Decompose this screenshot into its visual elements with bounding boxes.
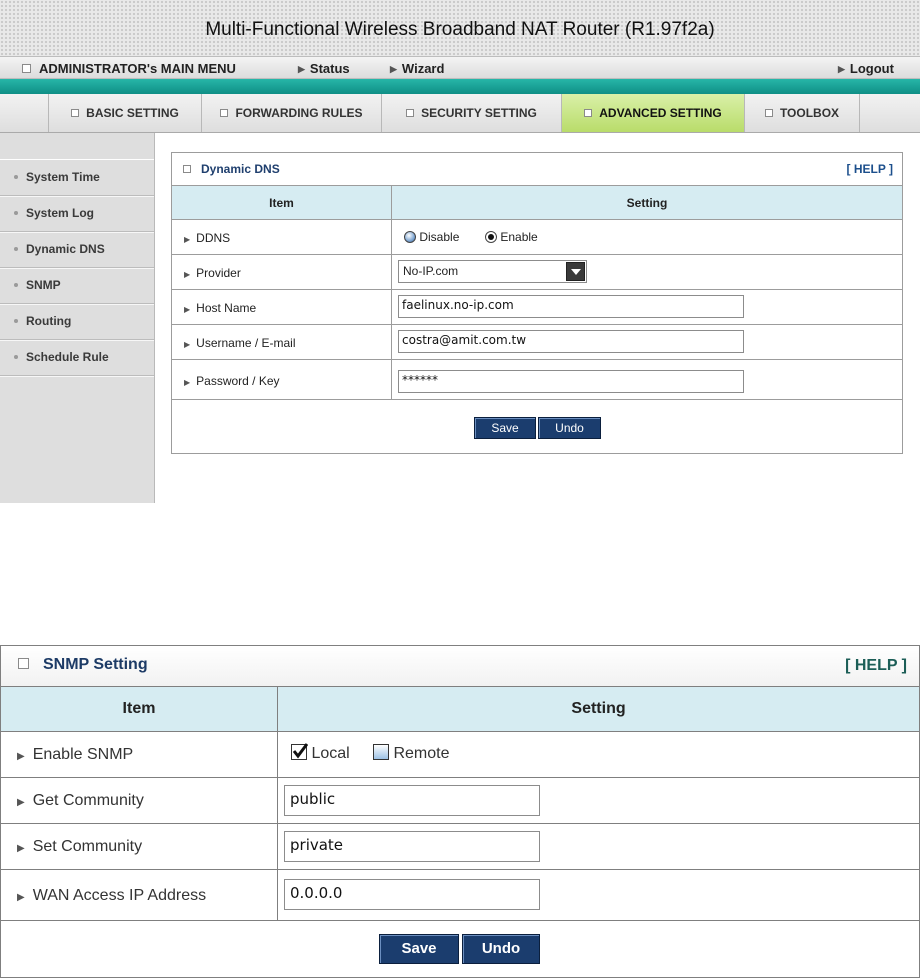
triangle-right-icon: ▶: [390, 64, 397, 74]
wan-access-ip-input[interactable]: 0.0.0.0: [284, 879, 540, 910]
tab-label: BASIC SETTING: [86, 106, 179, 120]
radio-label: Enable: [500, 230, 538, 244]
tab-label: SECURITY SETTING: [421, 106, 537, 120]
provider-selected-value: No-IP.com: [403, 264, 459, 278]
table-header: [172, 185, 902, 220]
checkbox-local[interactable]: [291, 744, 307, 760]
row-label: [17, 838, 142, 856]
table-row-wan-access-ip: [1, 870, 919, 921]
col-item-header: Item: [122, 700, 156, 717]
row-label: [17, 746, 133, 764]
get-community-input[interactable]: public: [284, 785, 540, 816]
save-button[interactable]: Save: [379, 934, 459, 964]
table-row-host-name: [172, 290, 902, 325]
panel-header: [172, 153, 902, 185]
row-label-text: Get Community: [32, 792, 144, 809]
snmp-local-option[interactable]: [291, 745, 350, 763]
column-divider: [277, 686, 278, 921]
row-label: [184, 266, 241, 280]
bullet-icon: [14, 175, 18, 179]
accent-bar: [0, 79, 920, 94]
row-label-text: Host Name: [196, 301, 257, 315]
sidebar-item-system-time[interactable]: [0, 160, 154, 196]
sidebar-item-label: Schedule Rule: [26, 350, 109, 364]
help-link[interactable]: [ HELP ]: [845, 657, 907, 674]
undo-button[interactable]: Undo: [538, 417, 601, 439]
menu-wizard-link[interactable]: [390, 61, 444, 76]
tab-bar: [0, 94, 920, 133]
row-label-text: Enable SNMP: [32, 746, 134, 763]
menu-wizard-label: Wizard: [401, 61, 445, 76]
col-setting-header: Setting: [626, 196, 668, 210]
dynamic-dns-panel: [171, 152, 903, 454]
menu-status-label: Status: [309, 61, 350, 76]
sidebar-item-label: Dynamic DNS: [26, 242, 105, 256]
table-row-set-community: [1, 824, 919, 870]
sidebar-item-dynamic-dns[interactable]: [0, 232, 154, 268]
sidebar-item-label: Routing: [26, 314, 72, 328]
table-row-ddns: [172, 220, 902, 255]
row-label-text: DDNS: [196, 231, 231, 245]
row-label: [17, 887, 206, 905]
sidebar-item-routing[interactable]: [0, 304, 154, 340]
save-button[interactable]: Save: [474, 417, 536, 439]
triangle-right-icon: ▶: [17, 797, 25, 808]
sidebar-item-snmp[interactable]: [0, 268, 154, 304]
panel-header: [1, 646, 919, 686]
bullet-icon: [14, 211, 18, 215]
panel-title-text: Dynamic DNS: [201, 162, 280, 176]
bullet-icon: [14, 355, 18, 359]
triangle-right-icon: ▶: [184, 270, 191, 279]
header-banner: [0, 0, 920, 56]
triangle-right-icon: ▶: [184, 378, 191, 387]
table-row-username: [172, 325, 902, 360]
provider-select[interactable]: [398, 260, 587, 283]
table-row-enable-snmp: [1, 732, 919, 778]
main-menu-bar: [0, 56, 920, 79]
square-icon: [22, 64, 31, 73]
tab-security-setting[interactable]: [381, 94, 561, 132]
bullet-icon: [14, 319, 18, 323]
snmp-setting-panel: [0, 645, 920, 978]
row-label-text: Provider: [196, 266, 241, 280]
undo-button[interactable]: Undo: [462, 934, 540, 964]
panel-title: [183, 162, 280, 176]
tab-basic-setting[interactable]: [48, 94, 201, 132]
triangle-right-icon: ▶: [184, 340, 191, 349]
col-setting-header: Setting: [571, 700, 626, 717]
row-label-text: WAN Access IP Address: [32, 887, 207, 904]
set-community-input[interactable]: private: [284, 831, 540, 862]
username-input[interactable]: costra@amit.com.tw: [398, 330, 744, 353]
ddns-disable-option[interactable]: [404, 230, 459, 244]
square-icon: [584, 109, 592, 117]
radio-enable[interactable]: [485, 231, 497, 243]
radio-disable[interactable]: [404, 231, 416, 243]
table-row-provider: [172, 255, 902, 290]
row-label: [184, 336, 296, 350]
table-header: [1, 686, 919, 732]
tab-label: TOOLBOX: [779, 106, 840, 120]
menu-logout-link[interactable]: [838, 61, 894, 76]
panel-title-text: SNMP Setting: [43, 656, 148, 673]
table-row-get-community: [1, 778, 919, 824]
tab-toolbox[interactable]: [744, 94, 860, 132]
row-label-text: Set Community: [32, 838, 143, 855]
snmp-remote-option[interactable]: [373, 745, 449, 763]
sidebar-item-label: SNMP: [26, 278, 61, 292]
triangle-right-icon: ▶: [298, 64, 305, 74]
password-input[interactable]: ******: [398, 370, 744, 393]
square-icon: [220, 109, 228, 117]
checkbox-label: Remote: [393, 745, 450, 762]
tab-label: ADVANCED SETTING: [599, 106, 722, 120]
sidebar-item-label: System Log: [26, 206, 95, 220]
tab-advanced-setting[interactable]: [561, 94, 744, 132]
table-row-password: [172, 360, 902, 400]
row-label: [17, 792, 144, 810]
router-title: Multi-Functional Wireless Broadband NAT Router (R1.97f2a): [205, 19, 715, 40]
triangle-right-icon: ▶: [184, 305, 191, 314]
panel-title: [18, 656, 148, 674]
square-icon: [183, 165, 191, 173]
square-icon: [71, 109, 79, 117]
sidebar: [0, 133, 155, 503]
row-label: [184, 374, 280, 388]
row-label: [184, 231, 230, 245]
col-item-header: Item: [269, 196, 294, 210]
admin-main-menu[interactable]: [22, 61, 236, 76]
row-label-text: Password / Key: [196, 374, 280, 388]
host-name-input[interactable]: faelinux.no-ip.com: [398, 295, 744, 318]
sidebar-item-schedule-rule[interactable]: [0, 340, 154, 376]
square-icon: [765, 109, 773, 117]
admin-main-menu-label: ADMINISTRATOR's MAIN MENU: [39, 61, 236, 76]
triangle-right-icon: ▶: [17, 843, 25, 854]
tab-forwarding-rules[interactable]: [201, 94, 381, 132]
menu-logout-label: Logout: [849, 61, 894, 76]
row-label: [184, 301, 256, 315]
bullet-icon: [14, 283, 18, 287]
triangle-right-icon: ▶: [17, 751, 25, 762]
radio-label: Disable: [419, 230, 460, 244]
triangle-right-icon: ▶: [184, 235, 191, 244]
chevron-down-icon[interactable]: [566, 262, 585, 281]
checkbox-label: Local: [311, 745, 350, 762]
sidebar-item-label: System Time: [26, 170, 100, 184]
menu-status-link[interactable]: [298, 61, 350, 76]
checkbox-remote[interactable]: [373, 744, 389, 760]
checkmark-icon: [292, 743, 308, 759]
row-label-text: Username / E-mail: [196, 336, 296, 350]
tab-label: FORWARDING RULES: [235, 106, 363, 120]
column-divider: [391, 185, 392, 400]
square-icon: [406, 109, 414, 117]
triangle-right-icon: ▶: [838, 64, 845, 74]
sidebar-spacer: [0, 133, 154, 160]
bullet-icon: [14, 247, 18, 251]
help-link[interactable]: [ HELP ]: [846, 162, 893, 176]
square-icon: [18, 658, 29, 669]
sidebar-item-system-log[interactable]: [0, 196, 154, 232]
triangle-right-icon: ▶: [17, 892, 25, 903]
ddns-enable-option[interactable]: [485, 230, 538, 244]
